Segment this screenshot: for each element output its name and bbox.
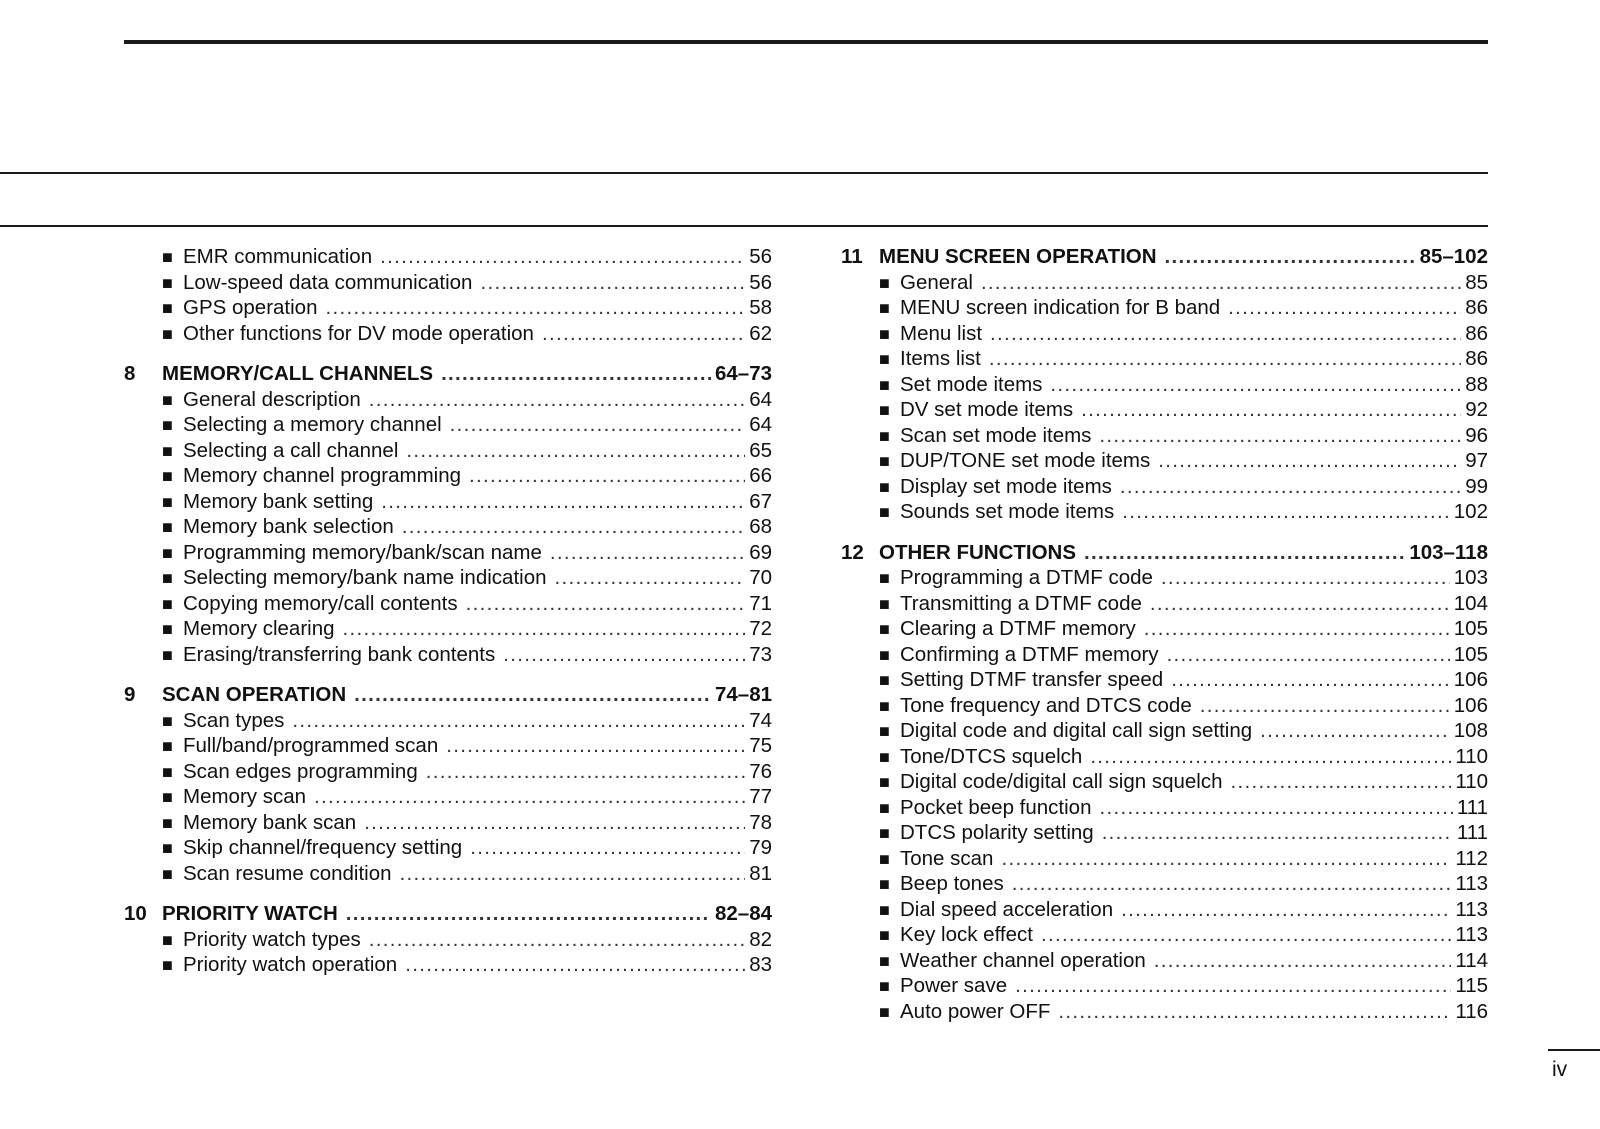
dot-leader [369,927,745,953]
toc-section [841,540,1488,1025]
dot-leader [292,708,745,734]
entry-page: 102 [1453,500,1488,523]
square-bullet-icon: ■ [879,323,890,344]
entry-title: Digital code and digital call sign setting [900,719,1253,742]
dot-leader [981,270,1461,296]
dot-leader [1228,295,1461,321]
entry-title: Setting DTMF transfer speed [900,668,1164,691]
toc-section [124,901,772,978]
entry-page: 85 [1465,270,1488,294]
entry-page: 74 [749,708,772,732]
square-bullet-icon: ■ [879,298,890,318]
entry-title: General description [183,387,361,411]
entry-page: 67 [749,489,772,513]
square-bullet-icon: ■ [879,1001,890,1022]
dot-leader [343,616,746,642]
entry-page: 64 [749,387,772,411]
entry-title: Key lock effect [900,923,1033,946]
dot-leader [1084,540,1405,566]
dot-leader [990,321,1461,347]
square-bullet-icon: ■ [879,772,890,792]
square-bullet-icon: ■ [879,950,890,971]
toc-entry[interactable] [841,820,1488,846]
square-bullet-icon: ■ [162,761,173,782]
toc-entry[interactable] [124,514,772,540]
section-page-range: 82–84 [714,902,772,925]
square-bullet-icon: ■ [162,710,173,731]
entry-page: 56 [749,270,772,294]
dot-leader [1122,499,1450,525]
entry-title: Auto power OFF [900,999,1051,1023]
square-bullet-icon: ■ [879,746,890,767]
entry-page: 86 [1465,296,1488,319]
entry-page: 70 [749,566,772,589]
entry-title: Display set mode items [900,474,1112,498]
entry-page: 58 [749,296,772,319]
dot-leader [314,784,745,810]
dot-leader [555,565,746,591]
entry-title: General [900,270,973,294]
dot-leader [426,759,745,785]
dot-leader [470,835,745,861]
entry-title: Erasing/transferring bank contents [183,642,496,666]
dot-leader [325,295,745,321]
section-number: 12 [841,540,864,564]
dot-leader [1102,820,1453,846]
entry-title: Priority watch types [183,927,361,951]
toc-entry[interactable] [841,346,1488,372]
dot-leader [369,387,745,413]
square-bullet-icon: ■ [162,812,173,833]
square-bullet-icon: ■ [879,593,890,614]
square-bullet-icon: ■ [879,272,890,293]
square-bullet-icon: ■ [162,466,173,486]
entry-page: 64 [749,413,772,436]
entry-title: Scan types [183,708,285,732]
entry-title: Tone/DTCS squelch [900,744,1083,768]
toc-entry[interactable] [124,642,772,668]
dot-leader [1012,871,1452,897]
section-heading[interactable] [124,682,772,708]
entry-page: 111 [1456,795,1488,819]
toc-entry[interactable] [124,438,772,464]
entry-page: 113 [1455,897,1488,921]
dot-leader [1171,667,1450,693]
square-bullet-icon: ■ [162,736,173,756]
toc-entry[interactable] [841,769,1488,795]
toc-entry[interactable] [841,474,1488,500]
dot-leader [400,861,746,887]
section-number: 10 [124,902,147,925]
entry-title: Clearing a DTMF memory [900,617,1136,640]
square-bullet-icon: ■ [162,593,173,614]
dot-leader [550,540,745,566]
dot-leader [1158,448,1461,474]
dot-leader [406,438,745,464]
entry-page: 103 [1453,566,1488,589]
entry-title: DV set mode items [900,398,1074,421]
square-bullet-icon: ■ [879,568,890,588]
entry-page: 72 [749,617,772,640]
entry-page: 75 [749,734,772,757]
toc-entry[interactable] [124,784,772,810]
contents-rule [0,225,1488,227]
toc-section [124,682,772,886]
entry-page: 96 [1465,423,1488,447]
toc-entry[interactable] [841,423,1488,449]
entry-title: Scan set mode items [900,423,1092,447]
entry-page: 111 [1456,821,1488,844]
toc-entry[interactable] [841,591,1488,617]
entry-page: 76 [749,759,772,783]
dot-leader [1231,769,1452,795]
toc-entry[interactable] [124,708,772,734]
entry-title: Other functions for DV mode operation [183,321,534,345]
entry-page: 65 [749,438,772,462]
section-title: PRIORITY WATCH [162,902,338,925]
toc-entry[interactable] [841,922,1488,948]
entry-title: Pocket beep function [900,795,1092,819]
toc-entry[interactable] [124,733,772,759]
square-bullet-icon: ■ [162,568,173,588]
toc-entry[interactable] [841,718,1488,744]
entry-title: Digital code/digital call sign squelch [900,770,1223,793]
toc-entry[interactable] [841,871,1488,897]
dot-leader [364,810,745,836]
dot-leader [542,321,745,347]
square-bullet-icon: ■ [879,451,890,471]
section-title: SCAN OPERATION [162,683,347,706]
entry-title: GPS operation [183,296,318,319]
entry-title: Tone scan [900,846,994,870]
square-bullet-icon: ■ [879,349,890,369]
entry-page: 113 [1455,872,1488,895]
section-title: OTHER FUNCTIONS [879,540,1077,564]
square-bullet-icon: ■ [162,929,173,950]
dot-leader [1081,397,1461,423]
entry-page: 115 [1455,974,1488,997]
square-bullet-icon: ■ [162,955,173,975]
toc-entry[interactable] [841,795,1488,821]
entry-title: Set mode items [900,372,1043,396]
square-bullet-icon: ■ [162,838,173,858]
square-bullet-icon: ■ [879,670,890,690]
entry-title: Memory bank scan [183,810,357,834]
entry-page: 71 [749,591,772,615]
square-bullet-icon: ■ [879,976,890,996]
dot-leader [1200,693,1450,719]
toc-entry[interactable] [124,810,772,836]
toc-entry[interactable] [841,693,1488,719]
entry-page: 82 [749,927,772,951]
toc-entry[interactable] [841,744,1488,770]
section-number: 8 [124,362,136,385]
toc-entry[interactable] [124,244,772,270]
entry-title: Scan edges programming [183,759,418,783]
toc-entry[interactable] [124,591,772,617]
entry-title: Copying memory/call contents [183,591,458,615]
square-bullet-icon: ■ [162,517,173,537]
toc-entry[interactable] [841,295,1488,321]
section-title: MEMORY/CALL CHANNELS [162,362,434,385]
dot-leader [1121,897,1451,923]
square-bullet-icon: ■ [879,874,890,894]
entry-page: 79 [749,836,772,859]
toc-entry[interactable] [841,448,1488,474]
toc-entry[interactable] [124,489,772,515]
dot-leader [1165,244,1416,270]
entry-page: 110 [1455,770,1488,793]
entry-title: Scan resume condition [183,861,392,885]
dot-leader [1050,372,1461,398]
toc-entry[interactable] [124,463,772,489]
toc-entry[interactable] [841,897,1488,923]
square-bullet-icon: ■ [162,491,173,512]
toc-entry[interactable] [124,927,772,953]
toc-entry[interactable] [841,397,1488,423]
dot-leader [402,514,745,540]
entry-title: Selecting a memory channel [183,413,442,436]
entry-page: 114 [1455,948,1488,972]
square-bullet-icon: ■ [879,619,890,639]
dot-leader [380,244,745,270]
folio-rule [1548,1049,1600,1051]
entry-title: MENU screen indication for B band [900,296,1221,319]
dot-leader [466,591,746,617]
entry-page: 68 [749,515,772,538]
toc-entry[interactable] [124,952,772,978]
dot-leader [480,270,745,296]
dot-leader [1150,591,1450,617]
square-bullet-icon: ■ [162,644,173,665]
dot-leader [503,642,745,668]
square-bullet-icon: ■ [162,415,173,435]
entry-title: Tone frequency and DTCS code [900,693,1192,717]
entry-page: 86 [1465,347,1488,370]
entry-title: Memory bank selection [183,515,394,538]
entry-title: Dial speed acceleration [900,897,1114,921]
dot-leader [1120,474,1461,500]
toc-entry[interactable] [124,387,772,413]
entry-page: 88 [1465,372,1488,396]
entry-page: 113 [1455,923,1488,946]
toc-entry[interactable] [124,270,772,296]
section-page-range: 74–81 [714,683,772,706]
toc-entry[interactable] [841,973,1488,999]
dot-leader [1144,616,1450,642]
entry-page: 106 [1453,668,1488,691]
entry-page: 104 [1453,591,1488,615]
dot-leader [1015,973,1451,999]
dot-leader [469,463,745,489]
dot-leader [1154,948,1452,974]
toc-entry[interactable] [841,642,1488,668]
entry-page: 83 [749,953,772,976]
entry-title: Power save [900,974,1008,997]
toc-entry[interactable] [841,565,1488,591]
square-bullet-icon: ■ [162,619,173,639]
square-bullet-icon: ■ [879,476,890,497]
square-bullet-icon: ■ [879,899,890,920]
dot-leader [381,489,745,515]
toc-entry[interactable] [124,540,772,566]
toc-entry[interactable] [841,948,1488,974]
entry-page: 56 [749,245,772,268]
section-heading[interactable] [124,361,772,387]
section-heading[interactable] [841,540,1488,566]
dot-leader [446,733,745,759]
toc-entry[interactable] [124,295,772,321]
entry-title: Priority watch operation [183,953,398,976]
square-bullet-icon: ■ [879,400,890,420]
entry-page: 69 [749,540,772,564]
entry-title: Full/band/programmed scan [183,734,439,757]
entry-page: 110 [1455,744,1488,768]
toc-entry[interactable] [841,372,1488,398]
entry-title: Low-speed data communication [183,270,473,294]
square-bullet-icon: ■ [162,389,173,410]
toc-right-column [841,244,1488,1024]
entry-title: Memory scan [183,785,307,808]
dot-leader [1099,423,1461,449]
dot-leader [1090,744,1451,770]
toc-section [124,244,772,346]
square-bullet-icon: ■ [879,925,890,945]
section-page-range: 64–73 [714,362,772,385]
toc-entry[interactable] [124,565,772,591]
dot-leader [354,682,711,708]
dot-leader [1161,565,1450,591]
toc-entry[interactable] [841,499,1488,525]
entry-title: Memory clearing [183,617,335,640]
square-bullet-icon: ■ [879,374,890,395]
entry-title: Selecting memory/bank name indication [183,566,547,589]
page-folio: iv [1552,1058,1568,1081]
toc-entry[interactable] [124,616,772,642]
dot-leader [450,412,746,438]
section-heading[interactable] [841,244,1488,270]
toc-entry[interactable] [124,321,772,347]
dot-leader [1001,846,1451,872]
entry-page: 66 [749,464,772,487]
entry-page: 81 [749,861,772,885]
entry-page: 105 [1453,617,1488,640]
entry-page: 92 [1465,398,1488,421]
entry-title: Memory bank setting [183,489,374,513]
toc-entry[interactable] [841,846,1488,872]
entry-page: 105 [1453,642,1488,666]
section-heading[interactable] [124,901,772,927]
dot-leader [346,901,711,927]
top-rule [124,40,1488,44]
square-bullet-icon: ■ [162,542,173,563]
entry-page: 112 [1455,846,1488,870]
square-bullet-icon: ■ [879,797,890,818]
square-bullet-icon: ■ [162,440,173,461]
dot-leader [405,952,745,978]
entry-page: 99 [1465,474,1488,498]
entry-title: Programming memory/bank/scan name [183,540,542,564]
entry-title: Memory channel programming [183,464,462,487]
toc-entry[interactable] [124,835,772,861]
dot-leader [441,361,711,387]
square-bullet-icon: ■ [879,502,890,522]
section-number: 11 [841,245,863,268]
toc-section [124,361,772,667]
entry-title: DTCS polarity setting [900,821,1094,844]
toc-entry[interactable] [124,861,772,887]
toc-entry[interactable] [841,270,1488,296]
square-bullet-icon: ■ [162,247,173,267]
toc-entry[interactable] [124,412,772,438]
entry-title: Items list [900,347,981,370]
section-page-range: 85–102 [1419,245,1488,268]
toc-entry[interactable] [841,667,1488,693]
dot-leader [1058,999,1451,1025]
dot-leader [1260,718,1450,744]
square-bullet-icon: ■ [879,848,890,869]
section-title: MENU SCREEN OPERATION [879,245,1157,268]
square-bullet-icon: ■ [162,272,173,293]
section-page-range: 103–118 [1409,540,1488,564]
entry-title: Confirming a DTMF memory [900,642,1159,666]
entry-title: Transmitting a DTMF code [900,591,1142,615]
toc-left-column [124,244,772,978]
square-bullet-icon: ■ [162,323,173,344]
toc-entry[interactable] [841,999,1488,1025]
entry-title: Menu list [900,321,983,345]
dot-leader [989,346,1461,372]
entry-title: Skip channel/frequency setting [183,836,463,859]
entry-page: 62 [749,321,772,345]
entry-title: Weather channel operation [900,948,1146,972]
entry-title: Beep tones [900,872,1004,895]
section-number: 9 [124,683,136,706]
square-bullet-icon: ■ [879,721,890,741]
square-bullet-icon: ■ [162,787,173,807]
toc-entry[interactable] [841,321,1488,347]
entry-page: 97 [1465,449,1488,472]
entry-page: 108 [1453,719,1488,742]
square-bullet-icon: ■ [879,823,890,843]
toc-entry[interactable] [841,616,1488,642]
entry-page: 73 [749,642,772,666]
header-rule [0,172,1488,174]
entry-title: EMR communication [183,245,373,268]
entry-page: 86 [1465,321,1488,345]
entry-title: Selecting a call channel [183,438,399,462]
entry-page: 106 [1453,693,1488,717]
toc-entry[interactable] [124,759,772,785]
toc-section [841,244,1488,525]
entry-page: 78 [749,810,772,834]
entry-title: Sounds set mode items [900,500,1115,523]
square-bullet-icon: ■ [162,298,173,318]
entry-page: 116 [1455,999,1488,1023]
dot-leader [1167,642,1450,668]
square-bullet-icon: ■ [879,425,890,446]
entry-page: 77 [749,785,772,808]
square-bullet-icon: ■ [879,695,890,716]
entry-title: Programming a DTMF code [900,566,1153,589]
entry-title: DUP/TONE set mode items [900,449,1151,472]
dot-leader [1041,922,1451,948]
square-bullet-icon: ■ [879,644,890,665]
square-bullet-icon: ■ [162,863,173,884]
dot-leader [1099,795,1452,821]
